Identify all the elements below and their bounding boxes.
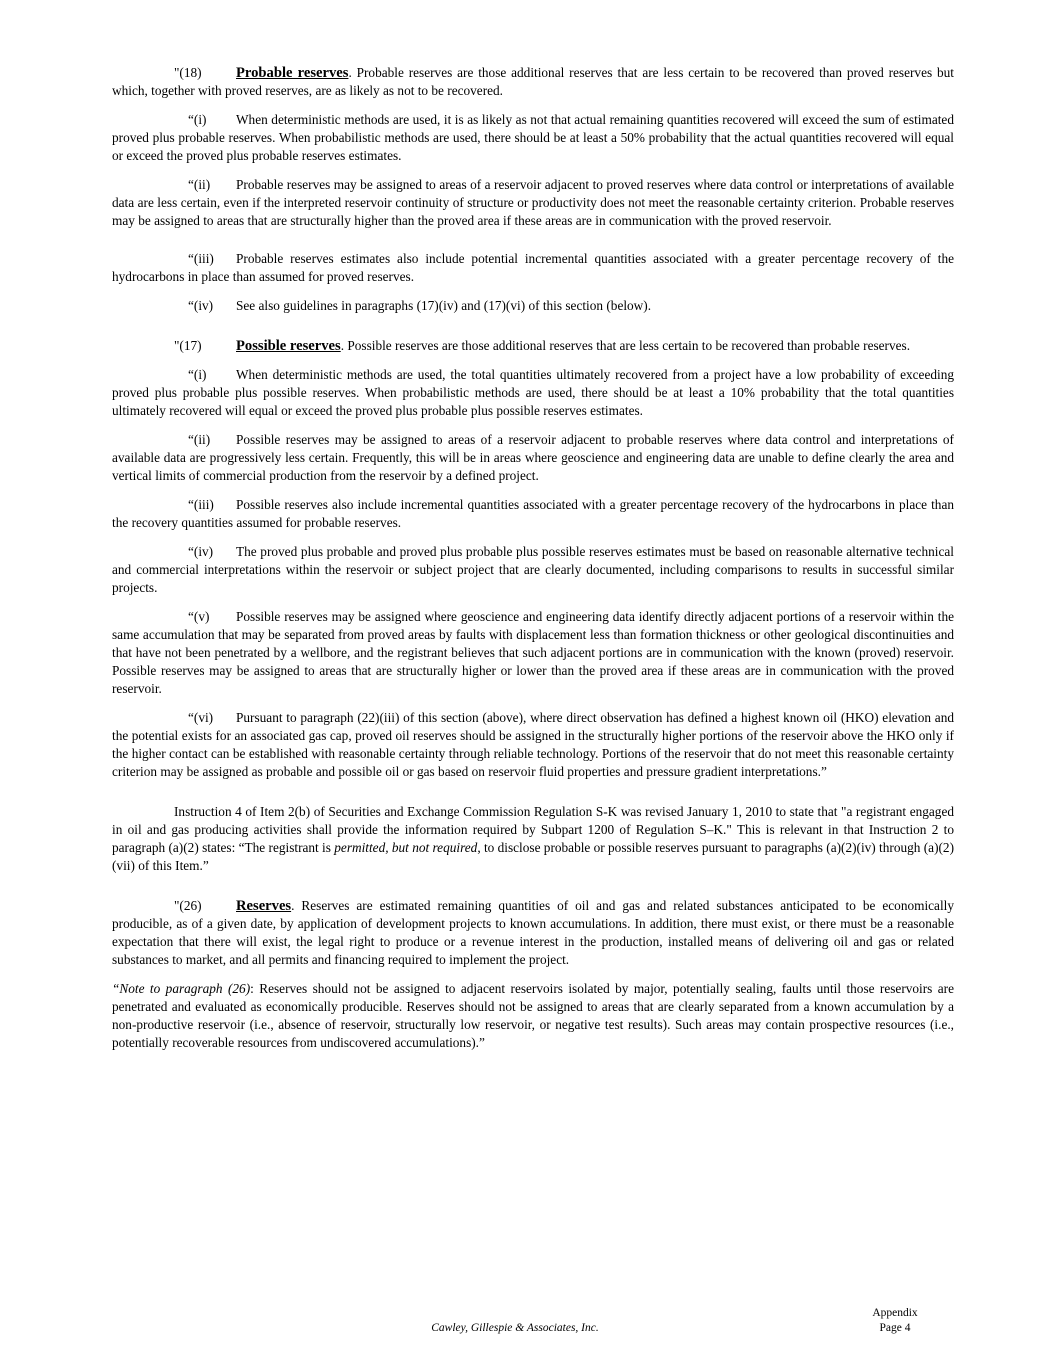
document-body — [112, 64, 954, 1052]
paragraph-number: "(26) — [174, 898, 202, 913]
instruction-emphasis: permitted, but not required — [334, 840, 478, 855]
item-text: Probable reserves may be assigned to areas of a reservoir adjacent to proved reserves where data control or interpretations of available data are less certain, even if the interpreted reservoir continuity of structure or productivity does not meet the reasonable certainty criterion. Probable reserves may be assigned to areas that are structurally higher than the proved area if these areas are in communication with the proved reservoir. — [112, 177, 954, 228]
item-number: “(ii) — [188, 432, 211, 447]
possible-item-iii — [112, 496, 954, 532]
possible-item-i — [112, 366, 954, 420]
footer-company: Cawley, Gillespie & Associates, Inc. — [431, 1322, 599, 1334]
item-number: “(iv) — [188, 298, 214, 313]
possible-reserves-definition — [112, 337, 954, 355]
page-footer — [0, 1307, 1055, 1358]
possible-item-v — [112, 608, 954, 698]
probable-item-iii — [112, 250, 954, 286]
probable-reserves-definition — [112, 64, 954, 100]
item-number: “(i) — [188, 112, 207, 127]
paragraph-number: "(17) — [174, 338, 202, 353]
possible-reserves-title: Possible reserves — [236, 338, 341, 354]
item-number: “(ii) — [188, 177, 211, 192]
footer-page-number: Page 4 — [879, 1322, 911, 1334]
item-text: Possible reserves may be assigned where geoscience and engineering data identify directly adjacent portions of a reservoir within the same accumulation that may be separated from proved areas by faults with displacement less than formation thickness or other geological discontinuities and that have not been penetrated by a wellbore, and the registrant believes that such adjacent portions are in communication with the known (proved) reservoir. Possible reserves may be assigned to areas that are structurally higher or lower than the proved area if these areas are in communication with the proved reservoir. — [112, 609, 954, 696]
item-text: Possible reserves may be assigned to areas of a reservoir adjacent to probable reserves where data control and interpretations of available data are progressively less certain. Frequently, this will be in areas where geoscience and engineering data are unable to define clearly the area and vertical limits of commercial production from the reservoir by a defined project. — [112, 432, 954, 483]
possible-item-vi — [112, 709, 954, 781]
item-number: “(iii) — [188, 251, 214, 266]
footer-appendix: Appendix — [872, 1307, 918, 1319]
paragraph-text: . Probable reserves are those additional reserves that are less certain to be recovered than proved reserves but which, together with proved reserves, are as likely as not to be recovered. — [112, 65, 954, 98]
possible-item-ii — [112, 431, 954, 485]
probable-item-iv — [112, 297, 954, 315]
item-text: Probable reserves estimates also include potential incremental quantities associated with a greater percentage recovery of the hydrocarbons in place than assumed for proved reserves. — [112, 251, 954, 284]
probable-item-i — [112, 111, 954, 165]
possible-item-iv — [112, 543, 954, 597]
item-number: “(i) — [188, 367, 207, 382]
note-to-paragraph-26 — [112, 980, 954, 1052]
note-text: : Reserves should not be assigned to adjacent reservoirs isolated by major, potentially sealing, faults until those reservoirs are penetrated and evaluated as economically producible. Reserves should not be assigned to areas that are clearly separated from a known accumulation by a non-productive reservoir (i.e., absence of reservoir, structurally low reservoir, or negative test results). Such areas may contain prospective resources (i.e., potentially recoverable resources from undiscovered accumulations).” — [112, 981, 954, 1050]
item-number: “(v) — [188, 609, 210, 624]
item-text: Possible reserves also include incremental quantities associated with a greater percentage recovery of the hydrocarbons in place than the recovery quantities assumed for probable reserves. — [112, 497, 954, 530]
footer-page-info — [860, 1306, 930, 1336]
item-text: When deterministic methods are used, the total quantities ultimately recovered from a project have a low probability of exceeding proved plus probable plus possible reserves. When probabilistic methods are used, there should be at least a 10% probability that the total quantities ultimately recovered will equal or exceed the proved plus probable plus possible reserves estimates. — [112, 367, 954, 418]
instruction-paragraph — [112, 803, 954, 875]
probable-item-ii — [112, 176, 954, 230]
reserves-title: Reserves — [236, 898, 292, 914]
item-text: See also guidelines in paragraphs (17)(iv) and (17)(vi) of this section (below). — [236, 298, 652, 313]
item-text: The proved plus probable and proved plus probable plus possible reserves estimates must be based on reasonable alternative technical and commercial interpretations within the reservoir or subject project that are clearly documented, including comparisons to results in successful similar projects. — [112, 544, 954, 595]
paragraph-text: . Reserves are estimated remaining quantities of oil and gas and related substances anticipated to be economically producible, as of a given date, by application of development projects to known accumulations. In addition, there must exist, or there must be a reasonable expectation that there will exist, the legal right to produce or a revenue interest in the production, installed means of delivering oil and gas or related substances to market, and all permits and financing required to implement the project. — [112, 898, 954, 967]
reserves-definition — [112, 897, 954, 969]
item-text: When deterministic methods are used, it is as likely as not that actual remaining quantities recovered will exceed the sum of estimated proved plus probable reserves. When probabilistic methods are used, there should be at least a 50% probability that the actual quantities recovered will equal or exceed the proved plus probable reserves estimates. — [112, 112, 954, 163]
item-number: “(iv) — [188, 544, 214, 559]
paragraph-text: . Possible reserves are those additional reserves that are less certain to be recovered than probable reserves. — [340, 338, 911, 353]
instruction-text-end: , to disclose probable or possible reserves pursuant to paragraphs (a)(2)(iv) through (a)(2)(vii) of this Item.” — [112, 840, 955, 873]
paragraph-number: "(18) — [174, 65, 202, 80]
instruction-text: Instruction 4 of Item 2(b) of Securities and Exchange Commission Regulation S-K was revised January 1, 2010 to state that "a registrant engaged in oil and gas producing activities shall provide the information required by Subpart 1200 of Regulation S–K." This is relevant in that Instruction 2 to paragraph (a)(2) states: “The registrant is — [112, 804, 954, 855]
note-label: “Note to paragraph (26) — [112, 981, 251, 996]
probable-reserves-title: Probable reserves — [236, 65, 349, 81]
item-number: “(vi) — [188, 710, 214, 725]
item-number: “(iii) — [188, 497, 214, 512]
item-text: Pursuant to paragraph (22)(iii) of this section (above), where direct observation has defined a highest known oil (HKO) elevation and the potential exists for an associated gas cap, proved oil reserves should be assigned in the structurally higher portions of the reservoir above the HKO only if the higher contact can be established with reasonable certainty through reliable technology. Portions of the reservoir that do not meet this reasonable certainty criterion may be assigned as probable and possible oil or gas based on reservoir fluid properties and pressure gradient interpretations.” — [112, 710, 954, 779]
